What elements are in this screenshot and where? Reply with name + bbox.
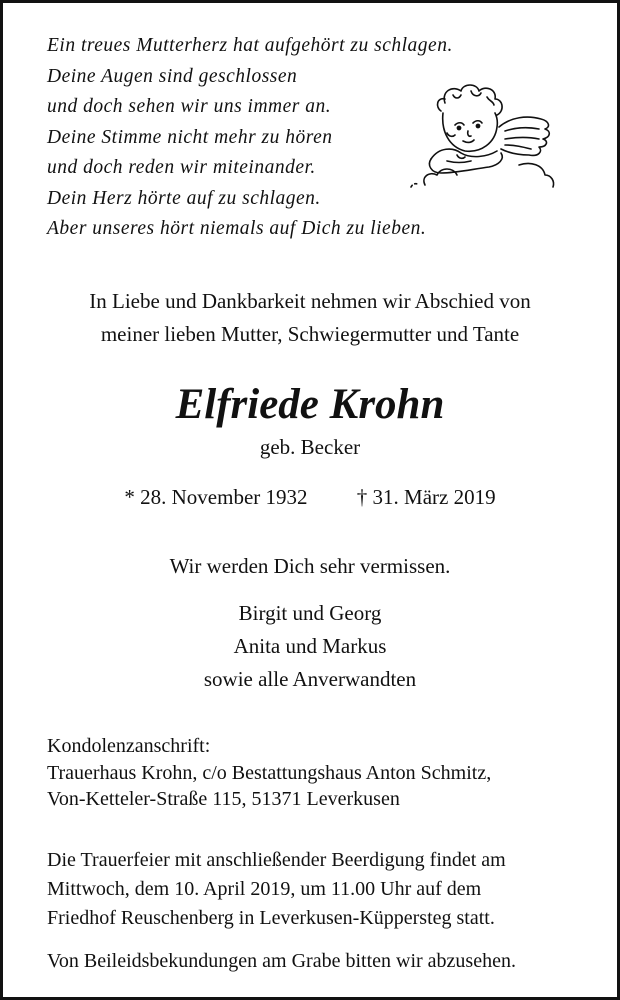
- service-info: [47, 846, 506, 933]
- poem-line: Aber unseres hört niemals auf Dich zu lieben.: [47, 218, 427, 239]
- angel-icon: [401, 81, 561, 191]
- service-line: Die Trauerfeier mit anschließender Beerdigung findet am: [47, 849, 506, 871]
- deceased-name: Elfriede Krohn: [175, 381, 445, 428]
- poem-line: Dein Herz hörte auf zu schlagen.: [47, 187, 321, 209]
- mourner-line: sowie alle Anverwandten: [203, 667, 417, 691]
- poem-line: Deine Augen sind geschlossen: [47, 65, 298, 87]
- poem-line: Deine Stimme nicht mehr zu hören: [47, 126, 333, 148]
- poem-line: und doch sehen wir uns immer an.: [47, 96, 332, 117]
- condolence-address: [47, 733, 491, 813]
- birth-date: * 28. November 1932: [124, 485, 308, 509]
- mourner-line: Anita und Markus: [233, 634, 387, 658]
- mourners: [3, 597, 617, 696]
- intro-text: [3, 285, 617, 351]
- service-line: Mittwoch, dem 10. April 2019, um 11.00 Uhr auf dem: [47, 878, 482, 900]
- address-line: Trauerhaus Krohn, c/o Bestattungshaus Anton Schmitz,: [47, 761, 492, 784]
- address-line: Kondolenzanschrift:: [47, 735, 211, 757]
- address-line: Von-Ketteler-Straße 115, 51371 Leverkusen: [47, 788, 400, 810]
- death-date: † 31. März 2019: [356, 485, 496, 509]
- farewell-text: Wir werden Dich sehr vermissen.: [169, 554, 451, 578]
- maiden-name: geb. Becker: [259, 435, 361, 459]
- poem: [47, 31, 453, 245]
- service-line: Friedhof Reuschenberg in Leverkusen-Küppersteg statt.: [47, 907, 495, 929]
- poem-line: und doch reden wir miteinander.: [47, 157, 316, 178]
- mourner-line: Birgit und Georg: [238, 601, 382, 625]
- life-dates: [3, 482, 617, 512]
- intro-line: meiner lieben Mutter, Schwiegermutter und Tante: [100, 322, 520, 346]
- condolence-note: Von Beileidsbekundungen am Grabe bitten wir abzusehen.: [47, 950, 516, 972]
- intro-line: In Liebe und Dankbarkeit nehmen wir Abschied von: [89, 289, 531, 313]
- poem-line: Ein treues Mutterherz hat aufgehört zu schlagen.: [47, 35, 453, 56]
